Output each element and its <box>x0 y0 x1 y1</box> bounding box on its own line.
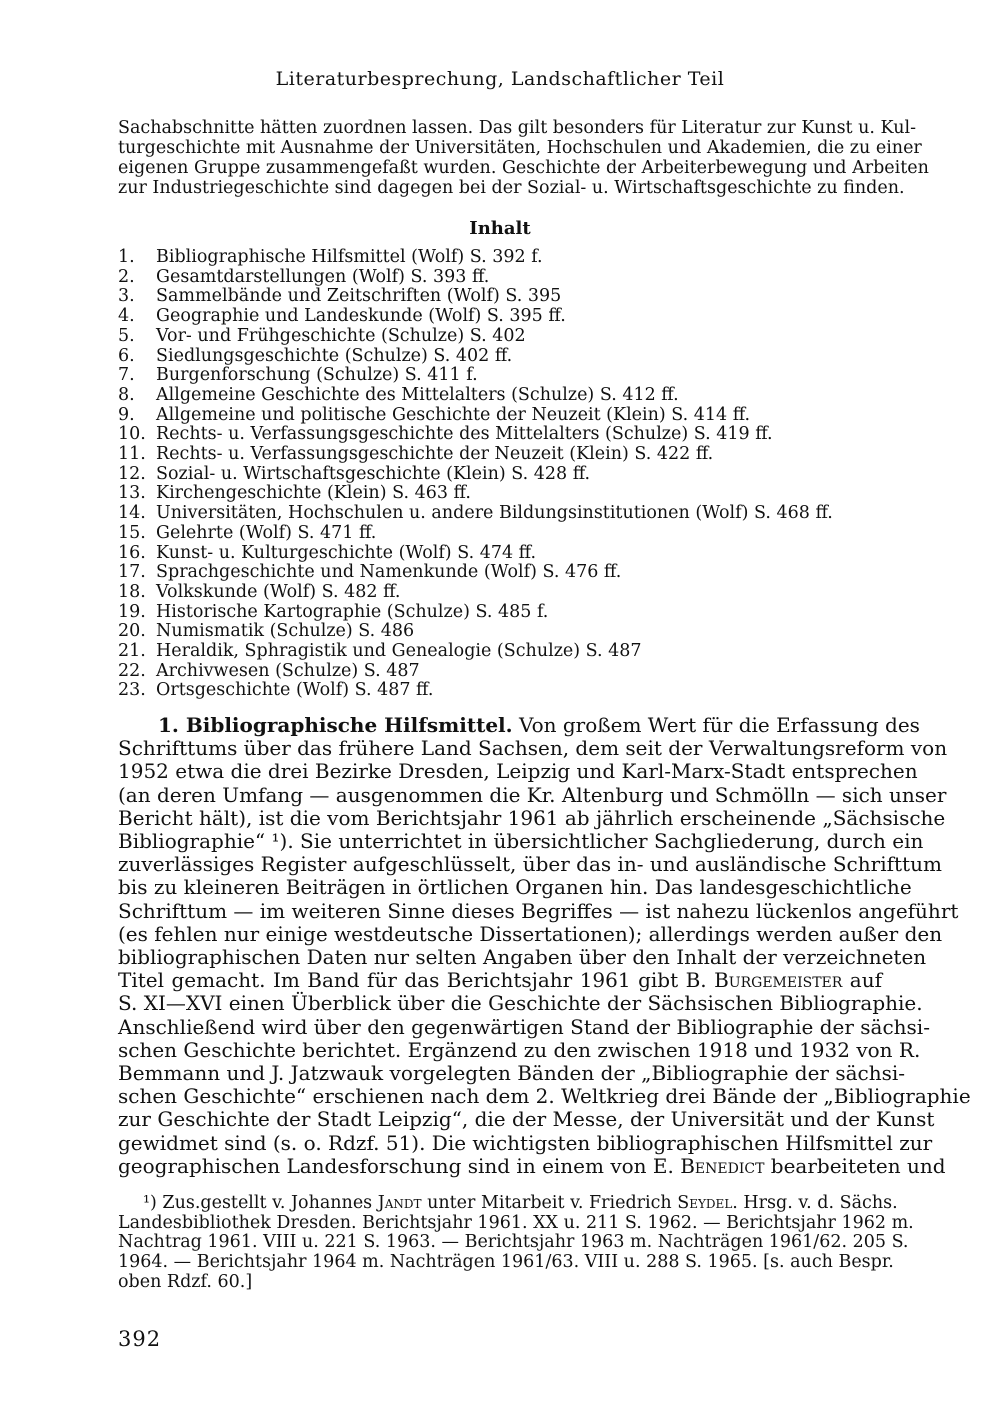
toc-entry-number: 22. <box>118 660 146 681</box>
body-line: Schrifttum — im weiteren Sinne dieses Begriffes — ist nahezu lückenlos angeführt <box>118 898 959 923</box>
toc-entry <box>118 366 882 386</box>
toc-entry-number: 16. <box>118 542 146 563</box>
toc-entry <box>118 563 882 583</box>
body-line: Bibliographie“ ¹). Sie unterrichtet in übersichtlicher Sachgliederung, durch ein <box>118 829 924 854</box>
toc-entry <box>118 544 882 564</box>
toc-entry <box>118 681 882 701</box>
toc-entry-number: 17. <box>118 562 146 583</box>
body-line <box>118 1153 946 1178</box>
body-line: bibliographischen Daten nur selten Angaben über den Inhalt der verzeichneten <box>118 945 927 970</box>
toc-entry-text: Bibliographische Hilfsmittel (Wolf) S. 392 f. <box>156 247 543 267</box>
footnote-line: Landesbibliothek Dresden. Berichtsjahr 1961. XX u. 211 S. 1962. — Berichtsjahr 1962 m. <box>118 1212 914 1233</box>
intro-line: eigenen Gruppe zusammengefaßt wurden. Geschichte der Arbeiterbewegung und Arbeiten <box>118 158 929 178</box>
toc-entry <box>118 662 882 682</box>
footnote <box>118 1193 914 1293</box>
toc-entry <box>118 622 882 642</box>
body-line <box>118 969 882 992</box>
author-name: Jandt <box>377 1193 422 1213</box>
toc-entry-text: Sammelbände und Zeitschriften (Wolf) S. 395 <box>156 286 562 307</box>
toc-title: Inhalt <box>469 218 531 239</box>
body-text: Titel gemacht. Im Band für das Berichtsjahr 1961 gibt B. <box>118 968 715 993</box>
toc-entry <box>118 445 882 465</box>
toc-entry-number: 5. <box>118 325 135 346</box>
toc-entry-number: 12. <box>118 463 146 484</box>
toc-entry-text: Gesamtdarstellungen (Wolf) S. 393 ff. <box>156 266 490 287</box>
toc-entry-text: Siedlungsgeschichte (Schulze) S. 402 ff. <box>156 345 513 366</box>
toc-entry-text: Universitäten, Hochschulen u. andere Bildungsinstitutionen (Wolf) S. 468 ff. <box>156 503 833 524</box>
toc-entry-text: Gelehrte (Wolf) S. 471 ff. <box>156 522 377 543</box>
body-line: S. XI—XVI einen Überblick über die Geschichte der Sächsischen Bibliographie. <box>118 991 923 1016</box>
toc-entry-number: 20. <box>118 621 146 642</box>
body-line: (es fehlen nur einige westdeutsche Dissertationen); allerdings werden außer den <box>118 921 943 946</box>
toc-entry-number: 10. <box>118 424 146 445</box>
toc-entry-text: Allgemeine Geschichte des Mittelalters (Schulze) S. 412 ff. <box>156 384 679 405</box>
body-line <box>118 713 920 737</box>
body-line: bis zu kleineren Beiträgen in örtlichen Organen hin. Das landesgeschichtliche <box>118 875 912 900</box>
body-line: zuverlässiges Register aufgeschlüsselt, über das in- und ausländische Schrifttum <box>118 852 942 877</box>
toc-entry-number: 15. <box>118 522 146 543</box>
footnote-text: ¹) Zus.gestellt v. Johannes <box>143 1193 378 1213</box>
toc-entry-text: Volkskunde (Wolf) S. 482 ff. <box>156 581 401 602</box>
toc-entry-number: 6. <box>118 345 135 366</box>
body-text: auf <box>842 968 882 993</box>
toc-entry-text: Sozial- u. Wirtschaftsgeschichte (Klein) S. 428 ff. <box>156 463 591 484</box>
toc-entry <box>118 347 882 367</box>
toc-entry-number: 23. <box>118 680 146 701</box>
toc-entry-number: 8. <box>118 384 135 405</box>
body-line: (an deren Umfang — ausgenommen die Kr. Altenburg und Schmölln — sich unser <box>118 782 947 807</box>
toc-entry-text: Geographie und Landeskunde (Wolf) S. 395 ff. <box>156 306 566 327</box>
toc-entry-number: 21. <box>118 641 146 662</box>
toc-entry <box>118 307 882 327</box>
toc-entry <box>118 425 882 445</box>
toc-entry-text: Ortsgeschichte (Wolf) S. 487 ff. <box>156 680 434 701</box>
intro-line: turgeschichte mit Ausnahme der Universitäten, Hochschulen und Akademien, die zu einer <box>118 138 922 158</box>
toc-entry <box>118 287 882 307</box>
toc-entry-number: 1. <box>118 247 135 267</box>
toc-entry-text: Heraldik, Sphragistik und Genealogie (Schulze) S. 487 <box>156 641 642 662</box>
toc-entry <box>118 504 882 524</box>
footnote-text: . Hrsg. v. d. Sächs. <box>732 1193 898 1213</box>
footnote-line: oben Rdzf. 60.] <box>118 1271 253 1292</box>
toc-entry-number: 3. <box>118 286 135 307</box>
toc-entry <box>118 642 882 662</box>
toc-entry-text: Historische Kartographie (Schulze) S. 485 f. <box>156 601 549 622</box>
body-line: gewidmet sind (s. o. Rdzf. 51). Die wichtigsten bibliographischen Hilfsmittel zur <box>118 1130 933 1155</box>
toc-entry-number: 9. <box>118 404 135 425</box>
page-number: 392 <box>118 1327 162 1351</box>
body-line: zur Geschichte der Stadt Leipzig“, die der Messe, der Universität und der Kunst <box>118 1107 935 1132</box>
body-line: Schrifttums über das frühere Land Sachsen, dem seit der Verwaltungsreform von <box>118 736 948 761</box>
toc-entry <box>118 465 882 485</box>
intro-line: zur Industriegeschichte sind dagegen bei der Sozial- u. Wirtschaftsgeschichte zu finden. <box>118 178 905 198</box>
toc-entry-number: 2. <box>118 266 135 287</box>
body-line: schen Geschichte“ erschienen nach dem 2. Weltkrieg drei Bände der „Bibliographie <box>118 1084 971 1109</box>
footnote-text: unter Mitarbeit v. Friedrich <box>421 1193 678 1213</box>
toc-entry <box>118 327 882 347</box>
toc-entry-text: Numismatik (Schulze) S. 486 <box>156 621 415 642</box>
footnote-line: Nachtrag 1961. VIII u. 221 S. 1963. — Berichtsjahr 1963 m. Nachträgen 1961/62. 205 S. <box>118 1232 909 1253</box>
toc-entry-number: 14. <box>118 503 146 524</box>
section-heading: 1. Bibliographische Hilfsmittel. <box>158 713 513 737</box>
toc-entry-number: 11. <box>118 444 146 465</box>
table-of-contents <box>118 248 882 701</box>
body-lines <box>118 736 959 970</box>
toc-entry <box>118 248 882 268</box>
author-name: Seydel <box>677 1193 733 1213</box>
toc-entry-text: Burgenforschung (Schulze) S. 411 f. <box>156 365 478 386</box>
toc-entry-text: Kunst- u. Kulturgeschichte (Wolf) S. 474 ff. <box>156 542 537 563</box>
toc-entry-text: Rechts- u. Verfassungsgeschichte der Neuzeit (Klein) S. 422 ff. <box>156 444 714 465</box>
running-header: Literaturbesprechung, Landschaftlicher Teil <box>275 68 725 90</box>
toc-entry <box>118 603 882 623</box>
toc-entry-number: 19. <box>118 601 146 622</box>
toc-entry <box>118 406 882 426</box>
footnote-line: 1964. — Berichtsjahr 1964 m. Nachträgen 1961/63. VIII u. 288 S. 1965. [s. auch Bespr. <box>118 1252 894 1273</box>
body-line: Bericht hält), ist die vom Berichtsjahr 1961 ab jährlich erscheinende „Sächsische <box>118 805 946 830</box>
intro-paragraph <box>118 118 929 198</box>
toc-entry-number: 13. <box>118 483 146 504</box>
footnote-line <box>118 1193 898 1214</box>
toc-entry-number: 7. <box>118 365 135 386</box>
section-bibliographische-hilfsmittel <box>118 713 971 1178</box>
toc-entry <box>118 583 882 603</box>
author-name: Benedict <box>680 1153 765 1178</box>
toc-entry <box>118 524 882 544</box>
toc-entry <box>118 484 882 504</box>
toc-entry <box>118 386 882 406</box>
body-line: Anschließend wird über den gegenwärtigen Stand der Bibliographie der sächsi- <box>118 1014 930 1039</box>
toc-entry-text: Rechts- u. Verfassungsgeschichte des Mittelalters (Schulze) S. 419 ff. <box>156 424 773 445</box>
body-lines <box>118 991 971 1155</box>
toc-entry <box>118 268 882 288</box>
body-text: geographischen Landesforschung sind in einem von E. <box>118 1153 681 1178</box>
body-line: schen Geschichte berichtet. Ergänzend zu den zwischen 1918 und 1932 von R. <box>118 1037 921 1062</box>
toc-entry-text: Archivwesen (Schulze) S. 487 <box>156 660 420 681</box>
toc-entry-text: Kirchengeschichte (Klein) S. 463 ff. <box>156 483 471 504</box>
toc-entry-text: Allgemeine und politische Geschichte der Neuzeit (Klein) S. 414 ff. <box>156 404 751 425</box>
toc-entry-number: 18. <box>118 581 146 602</box>
toc-entry-number: 4. <box>118 306 135 327</box>
body-line: 1952 etwa die drei Bezirke Dresden, Leipzig und Karl-Marx-Stadt entsprechen <box>118 759 918 784</box>
body-text: Von großem Wert für die Erfassung des <box>512 713 920 737</box>
intro-line: Sachabschnitte hätten zuordnen lassen. Das gilt besonders für Literatur zur Kunst u. Kul- <box>118 118 917 138</box>
toc-entry-text: Sprachgeschichte und Namenkunde (Wolf) S. 476 ff. <box>156 562 622 583</box>
author-name: Burgemeister <box>714 968 843 993</box>
body-line: Bemmann und J. Jatzwauk vorgelegten Bänden der „Bibliographie der sächsi- <box>118 1061 906 1086</box>
footnote-lines <box>118 1212 914 1293</box>
toc-entry-text: Vor- und Frühgeschichte (Schulze) S. 402 <box>156 325 526 346</box>
body-text: bearbeiteten und <box>764 1153 946 1178</box>
